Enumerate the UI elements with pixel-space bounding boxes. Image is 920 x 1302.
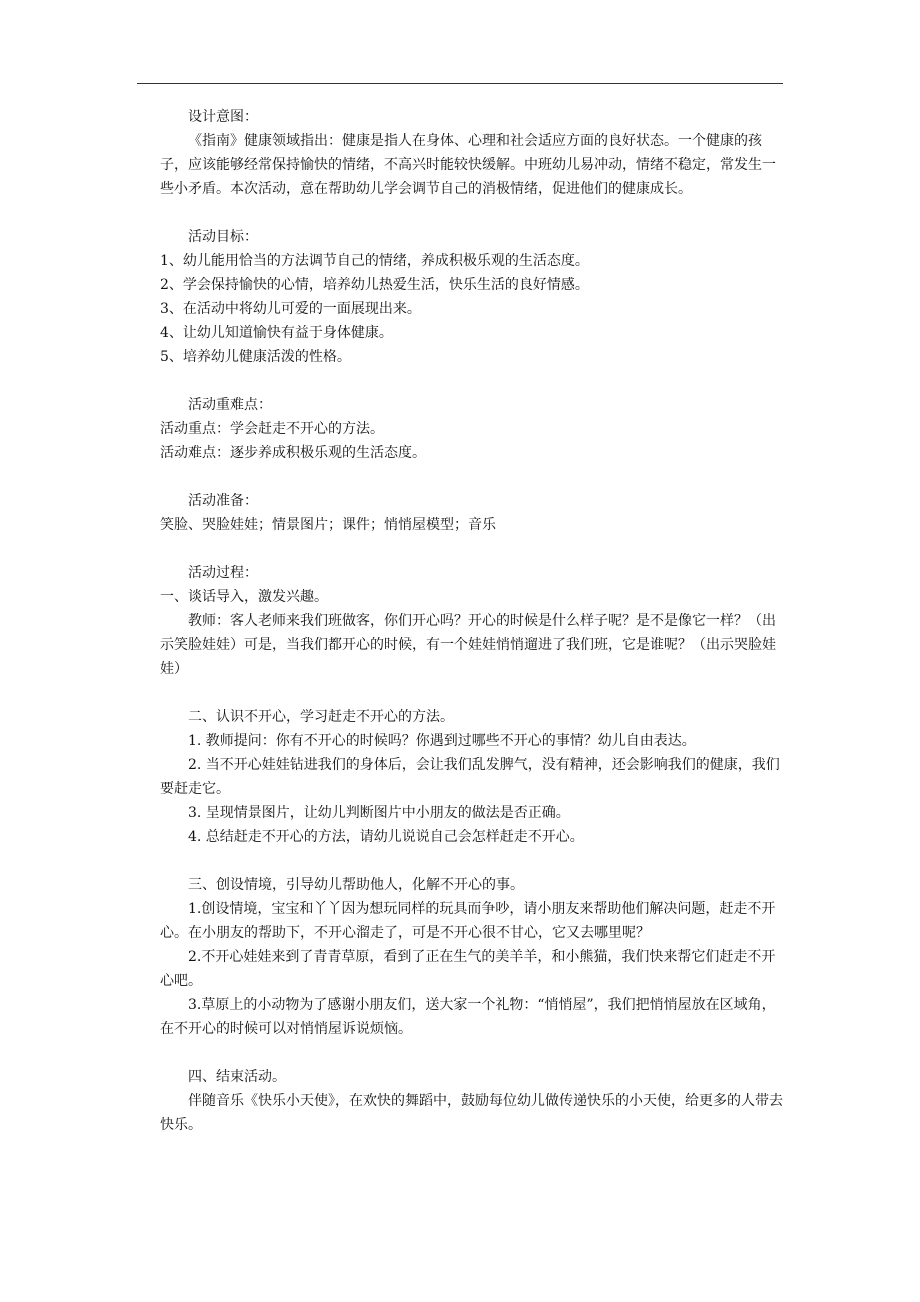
key-point-difficulty: 活动难点：逐步养成积极乐观的生活态度。 xyxy=(160,445,426,461)
design-heading: 设计意图： xyxy=(188,109,258,125)
spacer xyxy=(160,201,784,225)
goal-item: 3、在活动中将幼儿可爱的一面展现出来。 xyxy=(160,301,421,317)
part3-title: 三、创设情境，引导幼儿帮助他人，化解不开心的事。 xyxy=(188,877,524,893)
spacer xyxy=(160,1041,784,1065)
process-heading: 活动过程： xyxy=(188,565,258,581)
goal-item: 1、幼儿能用恰当的方法调节自己的情绪，养成积极乐观的生活态度。 xyxy=(160,253,589,269)
key-points-heading: 活动重难点： xyxy=(188,397,272,413)
part2-step: 1. 教师提问：你有不开心的时候吗？你遇到过哪些不开心的事情？幼儿自由表达。 xyxy=(188,733,696,749)
part3-step: 2.不开心娃娃来到了青青草原，看到了正在生气的美羊羊，和小熊猫，我们快来帮它们赶走不开心吧。 xyxy=(160,949,776,989)
part2-title: 二、认识不开心，学习赶走不开心的方法。 xyxy=(188,709,454,725)
spacer xyxy=(160,849,784,873)
part2-step: 2. 当不开心娃娃钻进我们的身体后，会让我们乱发脾气，没有精神，还会影响我们的健康，我们要赶走它。 xyxy=(160,757,780,797)
part4-title: 四、结束活动。 xyxy=(188,1069,286,1085)
goal-item: 5、培养幼儿健康活泼的性格。 xyxy=(160,349,351,365)
prep-heading: 活动准备： xyxy=(188,493,258,509)
lesson-plan-document xyxy=(160,105,784,1137)
goals-heading: 活动目标： xyxy=(188,229,258,245)
part4-text: 伴随音乐《快乐小天使》，在欢快的舞蹈中，鼓励每位幼儿做传递快乐的小天使，给更多的人带去快乐。 xyxy=(160,1093,783,1133)
goal-item: 2、学会保持愉快的心情，培养幼儿热爱生活，快乐生活的良好情感。 xyxy=(160,277,589,293)
part2-step: 3. 呈现情景图片，让幼儿判断图片中小朋友的做法是否正确。 xyxy=(188,805,570,821)
key-point-focus: 活动重点：学会赶走不开心的方法。 xyxy=(160,421,384,437)
part3-step: 3.草原上的小动物为了感谢小朋友们，送大家一个礼物：“悄悄屋”，我们把悄悄屋放在区域角，在不开心的时候可以对悄悄屋诉说烦恼。 xyxy=(160,997,776,1037)
spacer xyxy=(160,369,784,393)
spacer xyxy=(160,537,784,561)
part1-title: 一、谈话导入，激发兴趣。 xyxy=(160,589,328,605)
part3-step: 1.创设情境，宝宝和丫丫因为想玩同样的玩具而争吵，请小朋友来帮助他们解决问题，赶走不开心。在小朋友的帮助下，不开心溜走了，可是不开心很不甘心，它又去哪里呢？ xyxy=(160,901,776,941)
design-body: 《指南》健康领域指出：健康是指人在身体、心理和社会适应方面的良好状态。一个健康的孩子，应该能够经常保持愉快的情绪，不高兴时能较快缓解。中班幼儿易冲动，情绪不稳定，常发生一些小矛盾。本次活动，意在帮助幼儿学会调节自己的消极情绪，促进他们的健康成长。 xyxy=(160,133,776,197)
header-rule xyxy=(137,83,783,84)
goal-item: 4、让幼儿知道愉快有益于身体健康。 xyxy=(160,325,393,341)
spacer xyxy=(160,681,784,705)
prep-items: 笑脸、哭脸娃娃；情景图片；课件；悄悄屋模型；音乐 xyxy=(160,517,496,533)
part1-text: 教师：客人老师来我们班做客，你们开心吗？开心的时候是什么样子呢？是不是像它一样？（出示笑脸娃娃）可是，当我们都开心的时候，有一个娃娃悄悄遛进了我们班，它是谁呢？（出示哭脸娃娃） xyxy=(160,613,776,677)
spacer xyxy=(160,465,784,489)
part2-step: 4. 总结赶走不开心的方法，请幼儿说说自己会怎样赶走不开心。 xyxy=(188,829,584,845)
